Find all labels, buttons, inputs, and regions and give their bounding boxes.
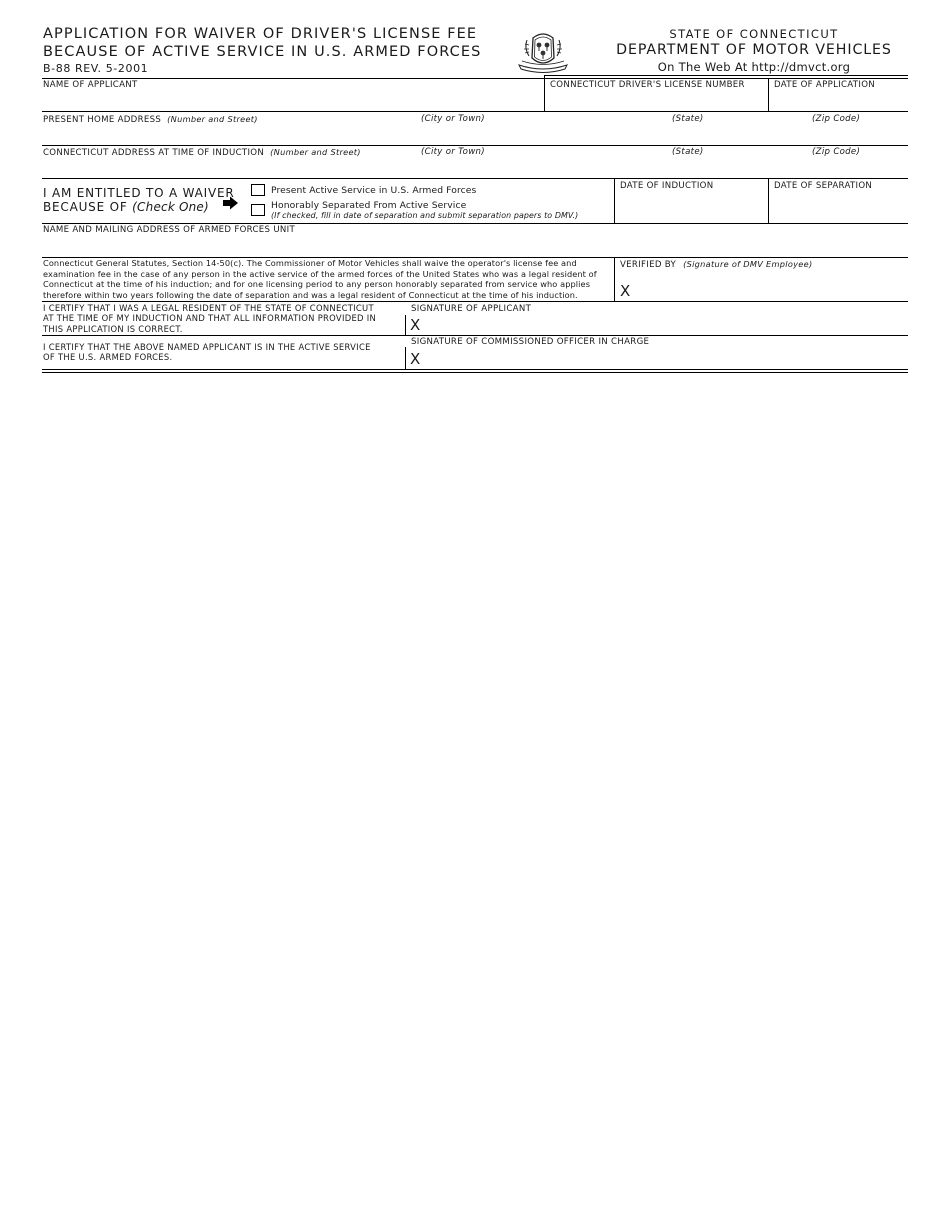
- connecticut-state-seal-icon: [516, 28, 570, 74]
- form-bottom-rule-2: [42, 372, 908, 373]
- verified-by-text: VERIFIED BY: [620, 260, 677, 270]
- statute-divider: [614, 257, 615, 301]
- waiver-heading-line2: [43, 200, 209, 214]
- dmv-employee-signature-field[interactable]: [636, 272, 906, 300]
- statute-line2: examination fee in the case of any person in the active service of the armed forces of the United States who was a legal resident of: [43, 268, 597, 279]
- induction-zip-hint: (Zip Code): [812, 147, 861, 157]
- present-active-service-checkbox[interactable]: [251, 184, 265, 196]
- statute-bottom-rule: [42, 301, 908, 302]
- check-one-hint: (Check One): [132, 200, 209, 214]
- date-of-application-field[interactable]: [769, 90, 908, 110]
- form-title-line2: BECAUSE OF ACTIVE SERVICE IN U.S. ARMED FORCES: [43, 44, 482, 60]
- induction-street-hint: (Number and Street): [270, 147, 361, 157]
- applicant-signature-label: SIGNATURE OF APPLICANT: [411, 304, 532, 314]
- date-of-separation-field[interactable]: [769, 192, 908, 222]
- dmv-website: On The Web At http://dmvct.org: [657, 60, 851, 74]
- verified-by-x-mark: X: [620, 282, 631, 300]
- applicant-signature-x-mark: X: [410, 316, 421, 334]
- induction-address-label-text: CONNECTICUT ADDRESS AT TIME OF INDUCTION: [43, 148, 265, 158]
- home-city-hint: (City or Town): [421, 114, 485, 124]
- name-of-applicant-field[interactable]: [42, 90, 544, 110]
- waiver-bottom-rule: [42, 223, 908, 224]
- applicant-certification: [43, 303, 376, 334]
- form-title-line1: APPLICATION FOR WAIVER OF DRIVER'S LICENSE FEE: [43, 26, 478, 42]
- applicant-cert-line1: I CERTIFY THAT I WAS A LEGAL RESIDENT OF THE STATE OF CONNECTICUT: [43, 303, 374, 313]
- induction-state-hint: (State): [672, 147, 704, 157]
- applicant-sig-divider: [405, 315, 406, 335]
- license-number-field[interactable]: [545, 90, 767, 110]
- home-state-hint: (State): [672, 114, 704, 124]
- state-name: STATE OF CONNECTICUT: [669, 27, 839, 41]
- armed-forces-unit-label: NAME AND MAILING ADDRESS OF ARMED FORCES UNIT: [43, 225, 296, 235]
- home-zip-hint: (Zip Code): [812, 114, 861, 124]
- honorably-separated-note: (If checked, fill in date of separation and submit separation papers to DMV.): [271, 211, 579, 220]
- officer-signature-x-mark: X: [410, 350, 421, 368]
- waiver-heading-prefix: BECAUSE OF: [43, 200, 128, 214]
- statute-text: [43, 258, 613, 301]
- license-number-label: CONNECTICUT DRIVER'S LICENSE NUMBER: [550, 80, 745, 90]
- applicant-cert-bottom-rule: [42, 335, 908, 336]
- home-address-field[interactable]: [42, 124, 908, 144]
- home-address-label-text: PRESENT HOME ADDRESS: [43, 115, 162, 125]
- waiver-heading-line1: I AM ENTITLED TO A WAIVER: [43, 186, 235, 200]
- officer-signature-field[interactable]: [426, 347, 906, 367]
- statute-line1: Connecticut General Statutes, Section 14-50(c). The Commissioner of Motor Vehicles shall waive the operator's license fee and: [43, 258, 577, 268]
- row1-bottom-rule: [42, 111, 908, 112]
- department-name: DEPARTMENT OF MOTOR VEHICLES: [616, 42, 892, 58]
- date-of-separation-label: DATE OF SEPARATION: [774, 181, 873, 191]
- present-active-service-label: Present Active Service in U.S. Armed Forces: [271, 185, 477, 196]
- induction-address-field[interactable]: [42, 157, 908, 177]
- officer-sig-divider: [405, 347, 406, 369]
- date-of-application-label: DATE OF APPLICATION: [774, 80, 875, 90]
- home-street-hint: (Number and Street): [167, 114, 258, 124]
- date-of-induction-field[interactable]: [615, 192, 767, 222]
- officer-cert-line1: I CERTIFY THAT THE ABOVE NAMED APPLICANT IS IN THE ACTIVE SERVICE: [43, 342, 371, 352]
- verified-by-label: [620, 259, 812, 270]
- applicant-cert-line2: AT THE TIME OF MY INDUCTION AND THAT ALL INFORMATION PROVIDED IN: [43, 313, 377, 324]
- honorably-separated-checkbox[interactable]: [251, 204, 265, 216]
- officer-cert-line2: OF THE U.S. ARMED FORCES.: [43, 352, 173, 363]
- header-rule: [42, 78, 908, 79]
- statute-line3: Connecticut at the time of his induction; and for one licensing period to any person honorably separated from service who applies: [43, 279, 591, 290]
- form-bottom-rule-1: [42, 369, 908, 370]
- armed-forces-unit-field[interactable]: [42, 236, 908, 256]
- officer-signature-label: SIGNATURE OF COMMISSIONED OFFICER IN CHARGE: [411, 337, 650, 347]
- row2-bottom-rule: [42, 145, 908, 146]
- honorably-separated-label: Honorably Separated From Active Service: [271, 200, 467, 211]
- right-arrow-icon: [222, 195, 239, 209]
- row3-bottom-rule: [42, 178, 908, 179]
- applicant-signature-field[interactable]: [426, 314, 906, 334]
- verified-by-hint: (Signature of DMV Employee): [683, 259, 813, 269]
- applicant-cert-line3: THIS APPLICATION IS CORRECT.: [43, 323, 183, 334]
- officer-certification: [43, 342, 371, 363]
- form-number: B-88 REV. 5-2001: [43, 62, 149, 75]
- date-of-induction-label: DATE OF INDUCTION: [620, 181, 714, 191]
- statute-line4: therefore within two years following the date of separation and was a legal resident of Connecticut at the time of his induction.: [43, 290, 578, 301]
- name-of-applicant-label: NAME OF APPLICANT: [43, 80, 138, 90]
- header-rule-top: [544, 75, 908, 76]
- induction-city-hint: (City or Town): [421, 147, 485, 157]
